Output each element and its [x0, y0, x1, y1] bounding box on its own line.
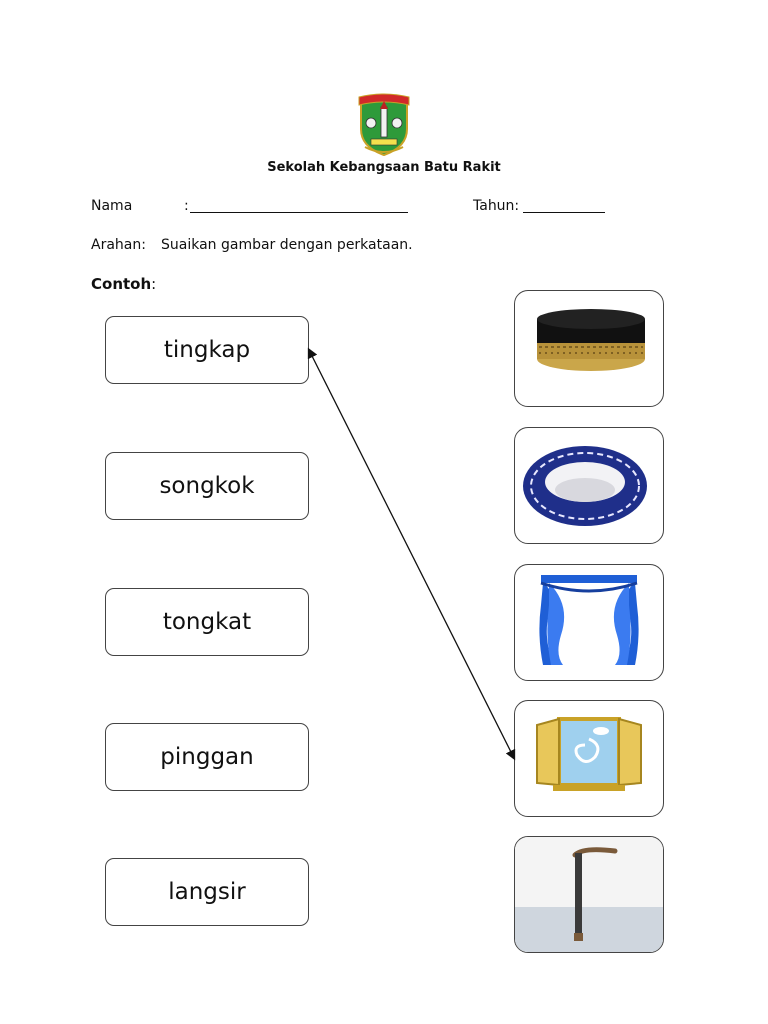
word-box-langsir[interactable]: langsir [105, 858, 309, 926]
example-label: Contoh [91, 275, 152, 293]
name-label: Nama [91, 198, 133, 214]
example-colon: : [151, 275, 157, 293]
word-box-tingkap[interactable]: tingkap [105, 316, 309, 384]
instruction-label: Arahan: [91, 237, 146, 253]
name-colon: : [184, 198, 189, 214]
word-box-tongkat[interactable]: tongkat [105, 588, 309, 656]
school-name: Sekolah Kebangsaan Batu Rakit [267, 160, 501, 175]
word-box-pinggan[interactable]: pinggan [105, 723, 309, 791]
word-box-songkok[interactable]: songkok [105, 452, 309, 520]
year-label: Tahun: [473, 198, 520, 214]
instruction-text: Suaikan gambar dengan perkataan. [161, 237, 413, 253]
